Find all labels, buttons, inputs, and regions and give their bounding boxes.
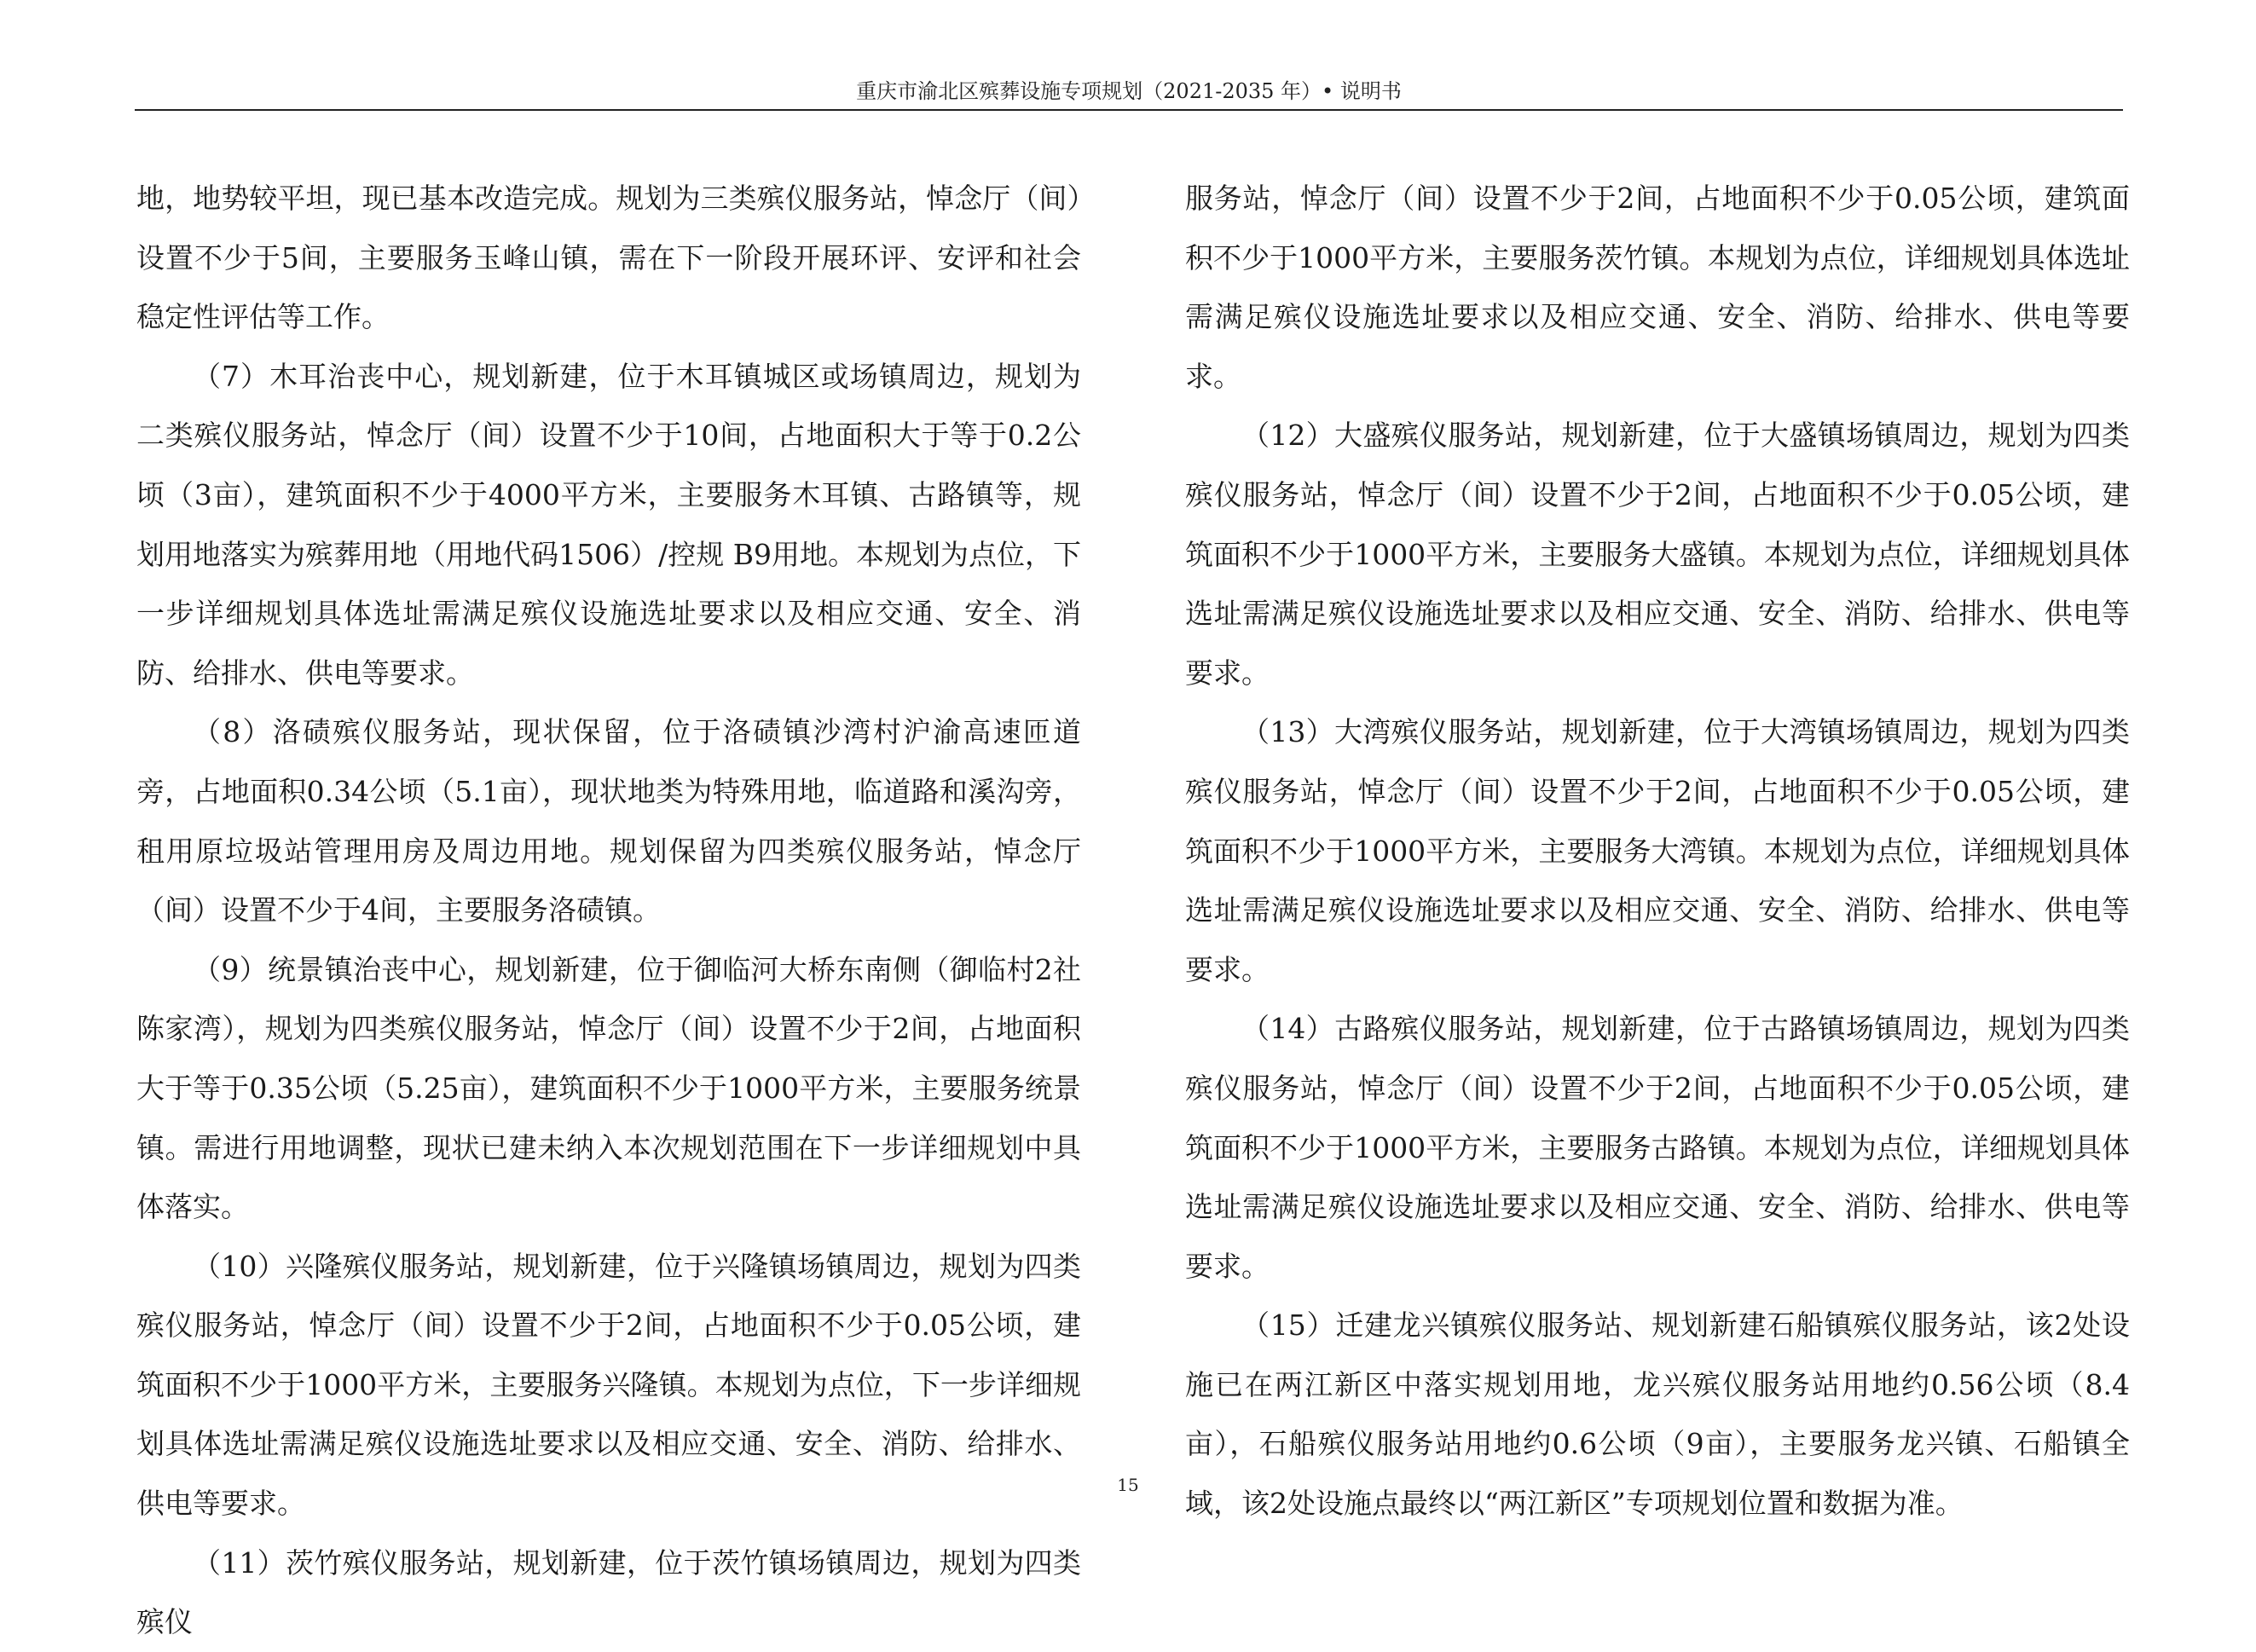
paragraph: （8）洛碛殡仪服务站，现状保留，位于洛碛镇沙湾村沪渝高速匝道旁，占地面积0.34公顷（5.1亩），现状地类为特殊用地，临道路和溪沟旁，租用原垃圾站管理用房及周边用地。规划保留为四类殡仪服务站，悼念厅（间）设置不少于4间，主要服务洛碛镇。 [136,715,1081,927]
paragraph: （14）古路殡仪服务站，规划新建，位于古路镇场镇周边，规划为四类殡仪服务站，悼念厅（间）设置不少于2间，占地面积不少于0.05公顷，建筑面积不少于1000平方米，主要服务古路镇。本规划为点位，详细规划具体选址需满足殡仪设施选址要求以及相应交通、安全、消防、给排水、供电等要求。 [1185,1012,2130,1283]
right-column [1185,169,2130,1534]
left-column [136,169,1081,1652]
paragraph: （10）兴隆殡仪服务站，规划新建，位于兴隆镇场镇周边，规划为四类殡仪服务站，悼念厅（间）设置不少于2间，占地面积不少于0.05公顷，建筑面积不少于1000平方米，主要服务兴隆镇。本规划为点位，下一步详细规划具体选址需满足殡仪设施选址要求以及相应交通、安全、消防、给排水、供电等要求。 [136,1249,1081,1521]
paragraph: （7）木耳治丧中心，规划新建，位于木耳镇城区或场镇周边，规划为二类殡仪服务站，悼念厅（间）设置不少于10间，占地面积大于等于0.2公顷（3亩），建筑面积不少于4000平方米，主要服务木耳镇、古路镇等，规划用地落实为殡葬用地（用地代码1506）/控规 B9用地。本规划为点位，下一步详细规划具体选址需满足殡仪设施选址要求以及相应交通、安全、消防、给排水、供电等要求。 [136,359,1081,690]
paragraph: （11）茨竹殡仪服务站，规划新建，位于茨竹镇场镇周边，规划为四类殡仪 [136,1545,1081,1639]
header-divider [135,109,2123,111]
paragraph: （13）大湾殡仪服务站，规划新建，位于大湾镇场镇周边，规划为四类殡仪服务站，悼念厅（间）设置不少于2间，占地面积不少于0.05公顷，建筑面积不少于1000平方米，主要服务大湾镇。本规划为点位，详细规划具体选址需满足殡仪设施选址要求以及相应交通、安全、消防、给排水、供电等要求。 [1185,715,2130,986]
paragraph: （15）迁建龙兴镇殡仪服务站、规划新建石船镇殡仪服务站，该2处设施已在两江新区中落实规划用地，龙兴殡仪服务站用地约0.56公顷（8.4亩），石船殡仪服务站用地约0.6公顷（9亩），主要服务龙兴镇、石船镇全域，该2处设施点最终以“两江新区”专项规划位置和数据为准。 [1185,1308,2130,1521]
paragraph: （9）统景镇治丧中心，规划新建，位于御临河大桥东南侧（御临村2社陈家湾），规划为四类殡仪服务站，悼念厅（间）设置不少于2间，占地面积大于等于0.35公顷（5.25亩），建筑面积不少于1000平方米，主要服务统景镇。需进行用地调整，现状已建未纳入本次规划范围在下一步详细规划中具体落实。 [136,952,1081,1224]
paragraph: 地，地势较平坦，现已基本改造完成。规划为三类殡仪服务站，悼念厅（间）设置不少于5间，主要服务玉峰山镇，需在下一阶段开展环评、安评和社会稳定性评估等工作。 [136,182,1081,334]
paragraph: 服务站，悼念厅（间）设置不少于2间，占地面积不少于0.05公顷，建筑面积不少于1000平方米，主要服务茨竹镇。本规划为点位，详细规划具体选址需满足殡仪设施选址要求以及相应交通、安全、消防、给排水、供电等要求。 [1185,182,2130,393]
paragraph: （12）大盛殡仪服务站，规划新建，位于大盛镇场镇周边，规划为四类殡仪服务站，悼念厅（间）设置不少于2间，占地面积不少于0.05公顷，建筑面积不少于1000平方米，主要服务大盛镇。本规划为点位，详细规划具体选址需满足殡仪设施选址要求以及相应交通、安全、消防、给排水、供电等要求。 [1185,419,2130,690]
page-header: 重庆市渝北区殡葬设施专项规划（2021-2035 年）• 说明书 [856,79,1402,103]
page-number: 15 [1117,1475,1139,1495]
